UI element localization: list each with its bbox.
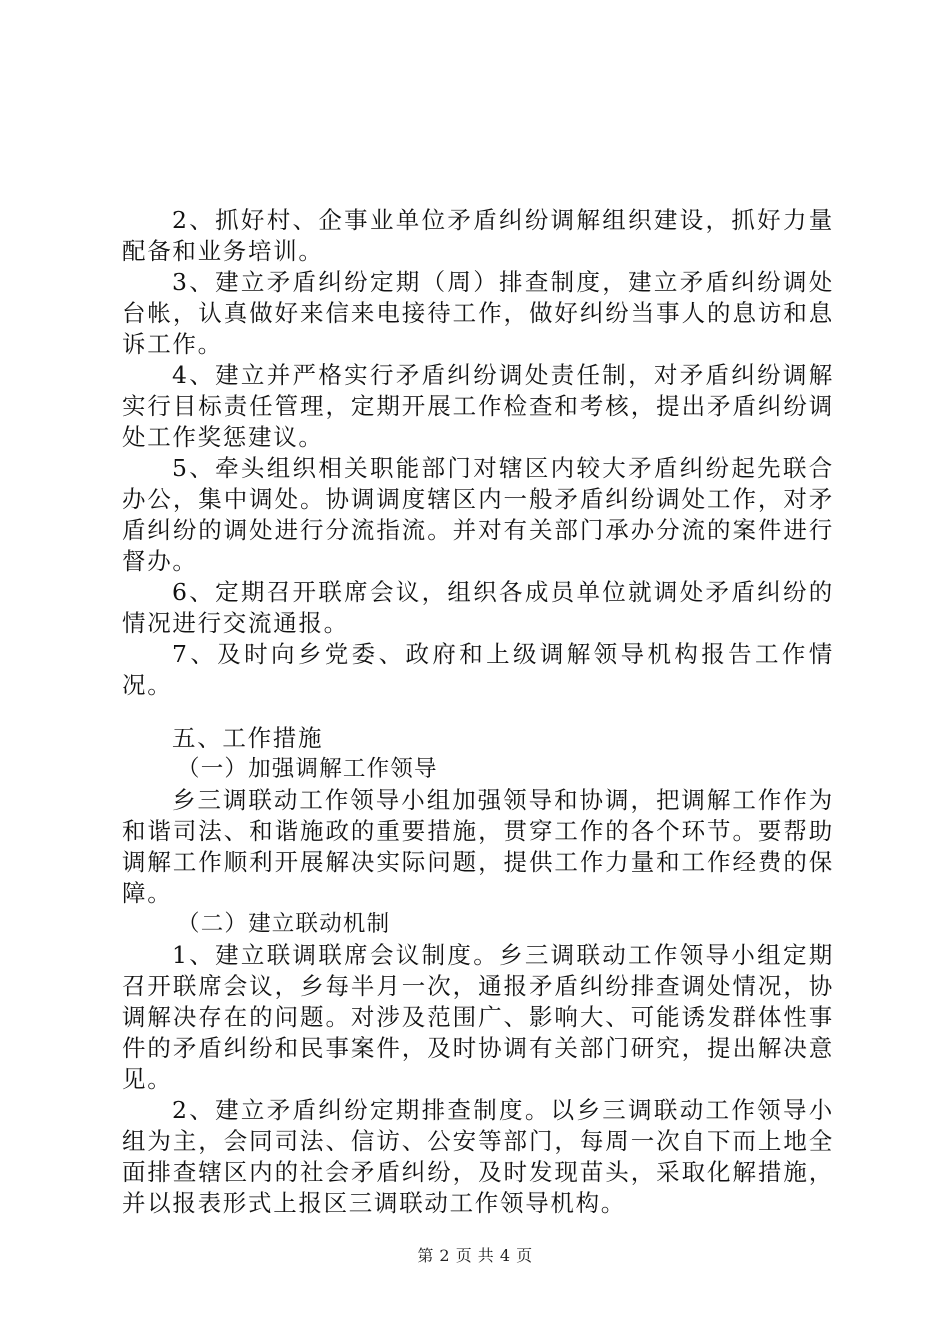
subsection-heading-1: （一）加强调解工作领导: [177, 756, 438, 782]
mechanism-item-2: 2、建立矛盾纠纷定期排查制度。以乡三调联动工作领导小组为主，会同司法、信访、公安等部门，每周一次自下而上地全面排查辖区内的社会矛盾纠纷，及时发现苗头，采取化解措施，并以报表形式上报区三调联动工作领导机构。: [122, 1096, 834, 1217]
page-number-footer: 第 2 页 共 4 页: [417, 1246, 533, 1265]
mechanism-item-1: 1、建立联调联席会议制度。乡三调联动工作领导小组定期召开联席会议，乡每半月一次，通报矛盾纠纷排查调处情况，协调解决存在的问题。对涉及范围广、影响大、可能诱发群体性事件的矛盾纠纷和民事案件，及时协调有关部门研究，提出解决意见。: [122, 941, 834, 1093]
paragraph-item-6: 6、定期召开联席会议，组织各成员单位就调处矛盾纠纷的情况进行交流通报。: [122, 578, 834, 637]
section-heading: 五、工作措施: [172, 724, 324, 752]
paragraph-item-7: 7、及时向乡党委、政府和上级调解领导机构报告工作情况。: [122, 640, 834, 699]
document-body: [122, 205, 834, 1219]
paragraph-item-2: 2、抓好村、企事业单位矛盾纠纷调解组织建设，抓好力量配备和业务培训。: [122, 206, 834, 265]
paragraph-item-4: 4、建立并严格实行矛盾纠纷调处责任制，对矛盾纠纷调解实行目标责任管理，定期开展工作检查和考核，提出矛盾纠纷调处工作奖惩建议。: [122, 361, 834, 451]
subsection-heading-2: （二）建立联动机制: [177, 911, 391, 937]
paragraph-item-5: 5、牵头组织相关职能部门对辖区内较大矛盾纠纷起先联合办公，集中调处。协调调度辖区内一般矛盾纠纷调处工作，对矛盾纠纷的调处进行分流指流。并对有关部门承办分流的案件进行督办。: [122, 454, 834, 575]
paragraph-item-3: 3、建立矛盾纠纷定期（周）排查制度，建立矛盾纠纷调处台帐，认真做好来信来电接待工作，做好纠纷当事人的息访和息诉工作。: [122, 268, 834, 358]
subsection-body-1: 乡三调联动工作领导小组加强领导和协调，把调解工作作为和谐司法、和谐施政的重要措施，贯穿工作的各个环节。要帮助调解工作顺利开展解决实际问题，提供工作力量和工作经费的保障。: [122, 786, 834, 907]
